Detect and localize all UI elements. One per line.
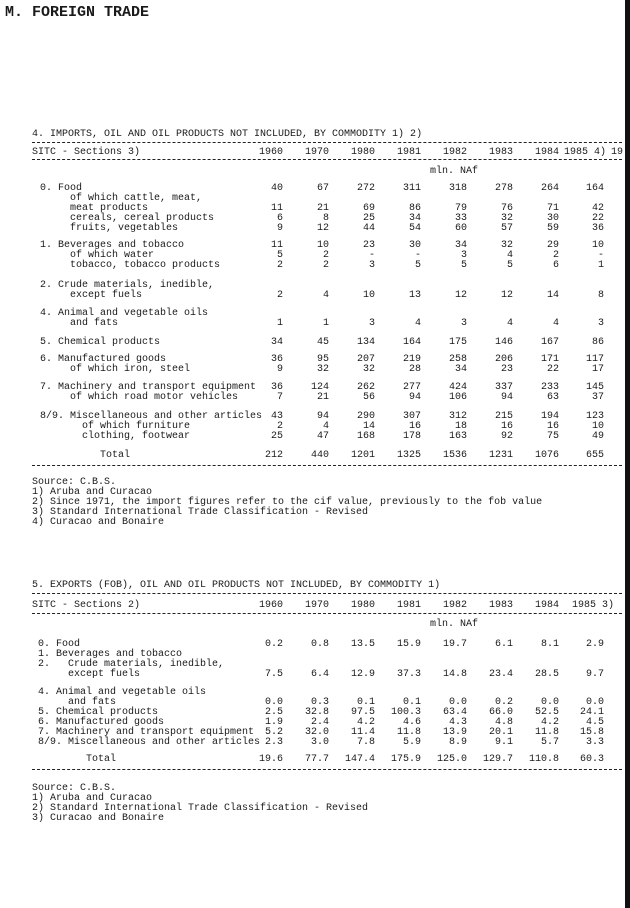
cell-value: 36 [270, 382, 283, 393]
row-label: 2. Crude materials, inedible, [38, 659, 225, 670]
year-header: 1970 [304, 600, 329, 611]
footnote: 4) Curacao and Bonaire [32, 517, 165, 528]
cell-value: 4 [506, 318, 513, 329]
row-label: of which furniture [40, 421, 191, 432]
divider [32, 613, 622, 614]
row-label: tobacco, tobacco products [40, 260, 221, 271]
cell-value: 3 [368, 318, 375, 329]
cell-value: 16 [500, 421, 513, 432]
cell-value: 14 [546, 290, 559, 301]
cell-value: 100.3 [390, 707, 421, 718]
cell-value: 3 [460, 250, 467, 261]
cell-value: 194 [540, 411, 559, 422]
cell-value: 123 [585, 411, 604, 422]
cell-value: 11.8 [396, 727, 421, 738]
cell-value: 4 [322, 421, 329, 432]
cell-value: 8 [322, 213, 329, 224]
cell-value: 16 [408, 421, 421, 432]
cell-value: 1 [597, 260, 604, 271]
cell-value: 262 [356, 382, 375, 393]
cell-value: 171 [540, 354, 559, 365]
row-label: 6. Manufactured goods [38, 717, 165, 728]
cell-value: 1.9 [264, 717, 283, 728]
year-header: 1983 [488, 147, 513, 158]
cell-value: 2 [322, 250, 329, 261]
cell-value: 20.1 [488, 727, 513, 738]
cell-value: 57 [500, 223, 513, 234]
cell-value: 10 [362, 290, 375, 301]
imports-header-label: SITC - Sections 3) [32, 147, 141, 158]
page-title: M. FOREIGN TRADE [5, 4, 150, 21]
divider [32, 159, 622, 160]
cell-value: 146 [494, 337, 513, 348]
cell-value: 19.7 [442, 639, 467, 650]
cell-value: 10 [591, 240, 604, 251]
cell-value: 52.5 [534, 707, 559, 718]
row-label: 8/9. Miscellaneous and other articles [40, 411, 263, 422]
cell-value: 272 [356, 183, 375, 194]
cell-value: 30 [546, 213, 559, 224]
year-header: 1984 [534, 147, 559, 158]
cell-value: 86 [408, 203, 421, 214]
footnote: Source: C.B.S. [32, 783, 117, 794]
row-label: Total [38, 754, 117, 765]
cell-value: 2.3 [264, 737, 283, 748]
cell-value: 4.2 [356, 717, 375, 728]
cell-value: 9 [276, 364, 283, 375]
cell-value: 1231 [488, 450, 513, 461]
cell-value: 2 [276, 421, 283, 432]
cell-value: 147.4 [344, 754, 375, 765]
cell-value: 13.5 [350, 639, 375, 650]
cell-value: 66.0 [488, 707, 513, 718]
row-label: of which cattle, meat, [40, 193, 203, 204]
row-label: 5. Chemical products [38, 707, 159, 718]
cell-value: 77.7 [304, 754, 329, 765]
cell-value: 11 [270, 203, 283, 214]
cell-value: 24.1 [579, 707, 604, 718]
cell-value: 0.0 [585, 697, 604, 708]
cell-value: 32 [362, 364, 375, 375]
cell-value: 34 [270, 337, 283, 348]
exports-header-label: SITC - Sections 2) [32, 600, 141, 611]
cell-value: 23 [500, 364, 513, 375]
cell-value: 4 [506, 250, 513, 261]
cell-value: 15.9 [396, 639, 421, 650]
cell-value: 28 [408, 364, 421, 375]
cell-value: 42 [591, 203, 604, 214]
cell-value: 7.8 [356, 737, 375, 748]
cell-value: 7 [276, 392, 283, 403]
cell-value: 4.8 [494, 717, 513, 728]
cell-value: 0.2 [494, 697, 513, 708]
year-header: 1960 [258, 147, 283, 158]
cell-value: 424 [448, 382, 467, 393]
cell-value: 6 [552, 260, 559, 271]
cell-value: 28.5 [534, 669, 559, 680]
cell-value: 0.0 [264, 697, 283, 708]
cell-value: 106 [448, 392, 467, 403]
cell-value: 164 [585, 183, 604, 194]
row-label: clothing, footwear [40, 431, 191, 442]
cell-value: 5 [506, 260, 513, 271]
cell-value: 9 [276, 223, 283, 234]
exports-table-title: 5. EXPORTS (FOB), OIL AND OIL PRODUCTS NOT INCLUDED, BY COMMODITY 1) [32, 580, 441, 591]
divider [32, 593, 622, 594]
cell-value: 79 [454, 203, 467, 214]
cell-value: 36 [270, 354, 283, 365]
cell-value: 12 [454, 290, 467, 301]
cell-value: 175.9 [390, 754, 421, 765]
footnote: 3) Curacao and Bonaire [32, 813, 165, 824]
row-label: and fats [38, 697, 117, 708]
cell-value: 71 [546, 203, 559, 214]
cell-value: 655 [585, 450, 604, 461]
cell-value: 21 [316, 203, 329, 214]
cell-value: 67 [316, 183, 329, 194]
cell-value: 307 [402, 411, 421, 422]
footnote: 3) Standard International Trade Classification - Revised [32, 507, 369, 518]
cell-value: 25 [270, 431, 283, 442]
cell-value: 56 [362, 392, 375, 403]
cell-value: 175 [448, 337, 467, 348]
year-header: 1982 [442, 147, 467, 158]
cell-value: 110.8 [528, 754, 559, 765]
cell-value: 11.8 [534, 727, 559, 738]
cell-value: 164 [402, 337, 421, 348]
cell-value: 94 [316, 411, 329, 422]
cell-value: 29 [546, 240, 559, 251]
cell-value: 22 [546, 364, 559, 375]
cell-value: 290 [356, 411, 375, 422]
cell-value: 59 [546, 223, 559, 234]
cell-value: 1 [322, 318, 329, 329]
cell-value: 8.1 [540, 639, 559, 650]
cell-value: 167 [540, 337, 559, 348]
cell-value: 219 [402, 354, 421, 365]
cell-value: 54 [408, 223, 421, 234]
row-label: 8/9. Miscellaneous and other articles [38, 737, 261, 748]
cell-value: 16 [546, 421, 559, 432]
divider [32, 142, 622, 143]
cell-value: 32.8 [304, 707, 329, 718]
cell-value: 8.9 [448, 737, 467, 748]
cell-value: 47 [316, 431, 329, 442]
cell-value: 92 [500, 431, 513, 442]
cell-value: 23.4 [488, 669, 513, 680]
imports-unit-label: mln. NAf [430, 166, 479, 177]
cell-value: 25 [362, 213, 375, 224]
cell-value: 19.6 [258, 754, 283, 765]
year-header: 1982 [442, 600, 467, 611]
cell-value: 94 [500, 392, 513, 403]
cell-value: 33 [454, 213, 467, 224]
cell-value: 76 [500, 203, 513, 214]
cell-value: 2 [552, 250, 559, 261]
row-label: meat products [40, 203, 149, 214]
cell-value: 258 [448, 354, 467, 365]
cell-value: 14 [362, 421, 375, 432]
cell-value: 4.2 [540, 717, 559, 728]
cell-value: 2 [276, 290, 283, 301]
cell-value: 3 [368, 260, 375, 271]
cell-value: 9.7 [585, 669, 604, 680]
cell-value: 5 [276, 250, 283, 261]
cell-value: 0.3 [310, 697, 329, 708]
divider [32, 465, 622, 466]
cell-value: 32 [500, 240, 513, 251]
cell-value: 69 [362, 203, 375, 214]
cell-value: 13.9 [442, 727, 467, 738]
cell-value: 10 [316, 240, 329, 251]
footnote: 2) Since 1971, the import figures refer to the cif value, previously to the fob value [32, 497, 543, 508]
year-header: 1985 3) [572, 600, 615, 611]
cell-value: 94 [408, 392, 421, 403]
cell-value: 4.6 [402, 717, 421, 728]
cell-value: 7.5 [264, 669, 283, 680]
year-header: 1981 [396, 147, 421, 158]
cell-value: 3.3 [585, 737, 604, 748]
year-header: 1985 4) [564, 147, 607, 158]
cell-value: 215 [494, 411, 513, 422]
cell-value: 1076 [534, 450, 559, 461]
cell-value: 86 [591, 337, 604, 348]
row-label: of which water [40, 250, 155, 261]
cell-value: 207 [356, 354, 375, 365]
cell-value: - [368, 250, 375, 261]
row-label: 4. Animal and vegetable oils [38, 687, 207, 698]
cut-year-header: 19 [611, 147, 624, 158]
divider [32, 769, 622, 770]
cell-value: 34 [454, 364, 467, 375]
cell-value: 233 [540, 382, 559, 393]
cell-value: 34 [454, 240, 467, 251]
cell-value: 21 [316, 392, 329, 403]
row-label: 7. Machinery and transport equipment [38, 727, 255, 738]
cell-value: 1 [276, 318, 283, 329]
cell-value: 0.2 [264, 639, 283, 650]
cell-value: 0.1 [356, 697, 375, 708]
cell-value: 2 [276, 260, 283, 271]
row-label: except fuels [38, 669, 141, 680]
cell-value: 206 [494, 354, 513, 365]
year-header: 1970 [304, 147, 329, 158]
row-label: 4. Animal and vegetable oils [40, 308, 209, 319]
cell-value: 6 [276, 213, 283, 224]
cell-value: 60.3 [579, 754, 604, 765]
row-label: and fats [40, 318, 119, 329]
cell-value: 32 [316, 364, 329, 375]
cell-value: 277 [402, 382, 421, 393]
cell-value: 134 [356, 337, 375, 348]
cell-value: 30 [408, 240, 421, 251]
scan-edge [625, 0, 630, 908]
cell-value: 145 [585, 382, 604, 393]
row-label: except fuels [40, 290, 143, 301]
cell-value: 5 [414, 260, 421, 271]
year-header: 1983 [488, 600, 513, 611]
cell-value: 2.5 [264, 707, 283, 718]
cell-value: - [597, 250, 604, 261]
cell-value: 49 [591, 431, 604, 442]
cell-value: 43 [270, 411, 283, 422]
cell-value: 4 [552, 318, 559, 329]
cell-value: 3.0 [310, 737, 329, 748]
cell-value: 11 [270, 240, 283, 251]
cell-value: 212 [264, 450, 283, 461]
row-label: cereals, cereal products [40, 213, 215, 224]
row-label: 0. Food [38, 639, 81, 650]
cell-value: 440 [310, 450, 329, 461]
row-label: 1. Beverages and tobacco [38, 649, 183, 660]
cell-value: 163 [448, 431, 467, 442]
footnote: Source: C.B.S. [32, 477, 117, 488]
cell-value: 4 [322, 290, 329, 301]
cell-value: 9.1 [494, 737, 513, 748]
cell-value: 8 [597, 290, 604, 301]
cell-value: 63 [546, 392, 559, 403]
cell-value: 4.5 [585, 717, 604, 728]
cell-value: 44 [362, 223, 375, 234]
row-label: 5. Chemical products [40, 337, 161, 348]
footnote: 1) Aruba and Curacao [32, 793, 153, 804]
year-header: 1981 [396, 600, 421, 611]
cell-value: 5.2 [264, 727, 283, 738]
cell-value: 0.0 [448, 697, 467, 708]
cell-value: 318 [448, 183, 467, 194]
cell-value: 3 [597, 318, 604, 329]
cell-value: 264 [540, 183, 559, 194]
cell-value: 6.1 [494, 639, 513, 650]
cell-value: 129.7 [482, 754, 513, 765]
cell-value: 4.3 [448, 717, 467, 728]
row-label: 1. Beverages and tobacco [40, 240, 185, 251]
cell-value: 15.8 [579, 727, 604, 738]
row-label: of which iron, steel [40, 364, 191, 375]
cell-value: 22 [591, 213, 604, 224]
year-header: 1960 [258, 600, 283, 611]
cell-value: 168 [356, 431, 375, 442]
cell-value: 0.0 [540, 697, 559, 708]
cell-value: 4 [414, 318, 421, 329]
cell-value: 97.5 [350, 707, 375, 718]
cell-value: 5.9 [402, 737, 421, 748]
row-label: of which road motor vehicles [40, 392, 239, 403]
year-header: 1980 [350, 600, 375, 611]
cell-value: 17 [591, 364, 604, 375]
cell-value: 32.0 [304, 727, 329, 738]
cell-value: 312 [448, 411, 467, 422]
cell-value: 5 [460, 260, 467, 271]
cell-value: 278 [494, 183, 513, 194]
row-label: fruits, vegetables [40, 223, 179, 234]
cell-value: 1201 [350, 450, 375, 461]
cell-value: 10 [591, 421, 604, 432]
cell-value: 2.4 [310, 717, 329, 728]
row-label: Total [40, 450, 131, 461]
cell-value: 18 [454, 421, 467, 432]
cell-value: 34 [408, 213, 421, 224]
cell-value: 125.0 [436, 754, 467, 765]
cell-value: 37 [591, 392, 604, 403]
cell-value: 3 [460, 318, 467, 329]
cell-value: 63.4 [442, 707, 467, 718]
cell-value: 32 [500, 213, 513, 224]
year-header: 1984 [534, 600, 559, 611]
cell-value: 12 [316, 223, 329, 234]
cell-value: 337 [494, 382, 513, 393]
cell-value: 36 [591, 223, 604, 234]
cell-value: 12.9 [350, 669, 375, 680]
cell-value: 1536 [442, 450, 467, 461]
row-label: 7. Machinery and transport equipment [40, 382, 257, 393]
cell-value: 2.9 [585, 639, 604, 650]
cell-value: 0.1 [402, 697, 421, 708]
cell-value: 117 [585, 354, 604, 365]
exports-unit-label: mln. NAf [430, 619, 479, 630]
imports-table-title: 4. IMPORTS, OIL AND OIL PRODUCTS NOT INCLUDED, BY COMMODITY 1) 2) [32, 129, 423, 140]
cell-value: 37.3 [396, 669, 421, 680]
cell-value: 60 [454, 223, 467, 234]
row-label: 2. Crude materials, inedible, [40, 280, 215, 291]
year-header: 1980 [350, 147, 375, 158]
cell-value: 75 [546, 431, 559, 442]
row-label: 0. Food [40, 183, 83, 194]
footnote: 2) Standard International Trade Classification - Revised [32, 803, 369, 814]
cell-value: 95 [316, 354, 329, 365]
cell-value: 6.4 [310, 669, 329, 680]
cell-value: 12 [500, 290, 513, 301]
row-label: 6. Manufactured goods [40, 354, 167, 365]
cell-value: 14.8 [442, 669, 467, 680]
cell-value: 311 [402, 183, 421, 194]
cell-value: 2 [322, 260, 329, 271]
cell-value: 0.8 [310, 639, 329, 650]
cell-value: 11.4 [350, 727, 375, 738]
cell-value: 13 [408, 290, 421, 301]
cell-value: - [414, 250, 421, 261]
cell-value: 124 [310, 382, 329, 393]
cell-value: 40 [270, 183, 283, 194]
cell-value: 178 [402, 431, 421, 442]
cell-value: 1325 [396, 450, 421, 461]
cell-value: 5.7 [540, 737, 559, 748]
footnote: 1) Aruba and Curacao [32, 487, 153, 498]
cell-value: 45 [316, 337, 329, 348]
cell-value: 23 [362, 240, 375, 251]
